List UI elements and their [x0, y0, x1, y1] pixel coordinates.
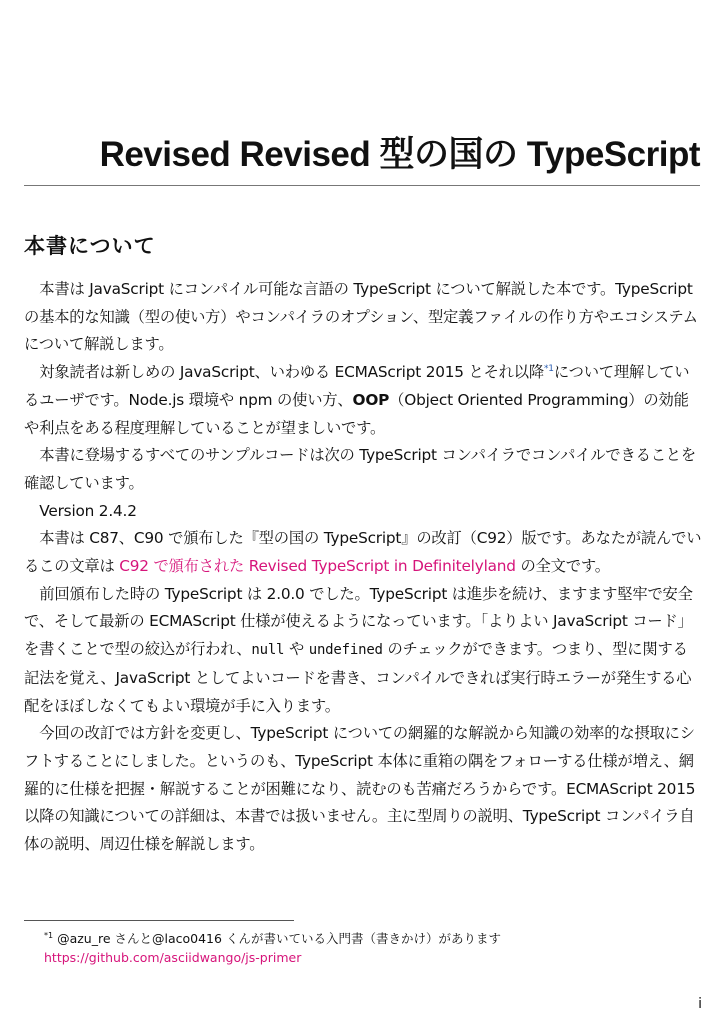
page-number: i: [698, 996, 702, 1012]
paragraph-edition: [24, 525, 702, 580]
page-title: Revised Revised 型の国の TypeScript: [24, 136, 700, 186]
paragraph-audience: [24, 359, 702, 442]
paragraph-intro: 本書は JavaScript にコンパイル可能な言語の TypeScript について解説した本です。TypeScript の基本的な知識（型の使い方）やコンパイラのオプション、型定義ファイルの作り方やエコシステムについて解説します。: [24, 280, 698, 354]
js-primer-link[interactable]: https://github.com/asciidwango/js-primer: [44, 950, 302, 965]
version-line: Version 2.4.2: [39, 501, 137, 520]
paragraph-progress: [24, 581, 702, 721]
footnote-divider: [24, 920, 294, 921]
footnote: [44, 929, 702, 967]
edition-text-a: 本書は C87、C90 で頒布した『型の国の TypeScript』の改訂（C92）版です。あなたが読んでいるこの文章は: [24, 529, 702, 576]
definitelyland-link[interactable]: C92 で頒布された Revised TypeScript in Definitelyland: [119, 557, 516, 576]
oop-term: OOP: [352, 390, 390, 409]
edition-text-b: の全文です。: [515, 557, 610, 576]
paragraph-revision-policy: 今回の改訂では方針を変更し、TypeScript についての網羅的な解説から知識の効率的な摂取にシフトすることにしました。というのも、TypeScript 本体に重箱の隅をフォローする仕様が増え、網羅的に仕様を把握・解説することが困難になり、読むのも苦痛だろうからです。ECMAScript 2015 以降の知識についての詳細は、本書では扱いません。主に型周りの説明、TypeScript コンパイラ自体の説明、周辺仕様を解説します。: [24, 724, 696, 854]
progress-text-b: のチェックができます。つまり、型に関する記法を覚え、JavaScript としてよいコードを書き、コンパイルできれば実行時エラーが発生する心配をほぼしなくてもよい環境が手に入ります。: [24, 640, 692, 715]
footnote-text: @azu_re さんと@laco0416 くんが書いている入門書（書きかけ）があります: [57, 931, 501, 946]
audience-text-c: （Object Oriented Programming）の効能や利点をある程度理解していることが望ましいです。: [24, 390, 689, 437]
progress-text-mid: や: [284, 640, 309, 659]
section-heading: 本書について: [24, 234, 156, 258]
footnote-mark: *1: [44, 930, 54, 940]
paragraph-samples: 本書に登場するすべてのサンプルコードは次の TypeScript コンパイラでコンパイルできることを確認しています。: [24, 446, 696, 492]
code-undefined: undefined: [308, 642, 383, 659]
audience-text-b: について理解しているユーザです。Node.js 環境や npm の使い方、: [24, 363, 690, 409]
audience-text-a: 対象読者は新しめの JavaScript、いわゆる ECMAScript 2015 とそれ以降: [39, 363, 544, 382]
progress-text-a: 前回頒布した時の TypeScript は 2.0.0 でした。TypeScript は進歩を続け、ますます堅牢で安全で、そして最新の ECMAScript 仕様が使えるようになっています。「よりよい JavaScript コード」を書くことで型の絞込が行われ、: [24, 584, 693, 659]
body-text: [24, 276, 702, 859]
code-null: null: [251, 642, 285, 659]
footnote-reference[interactable]: *1: [543, 364, 554, 375]
